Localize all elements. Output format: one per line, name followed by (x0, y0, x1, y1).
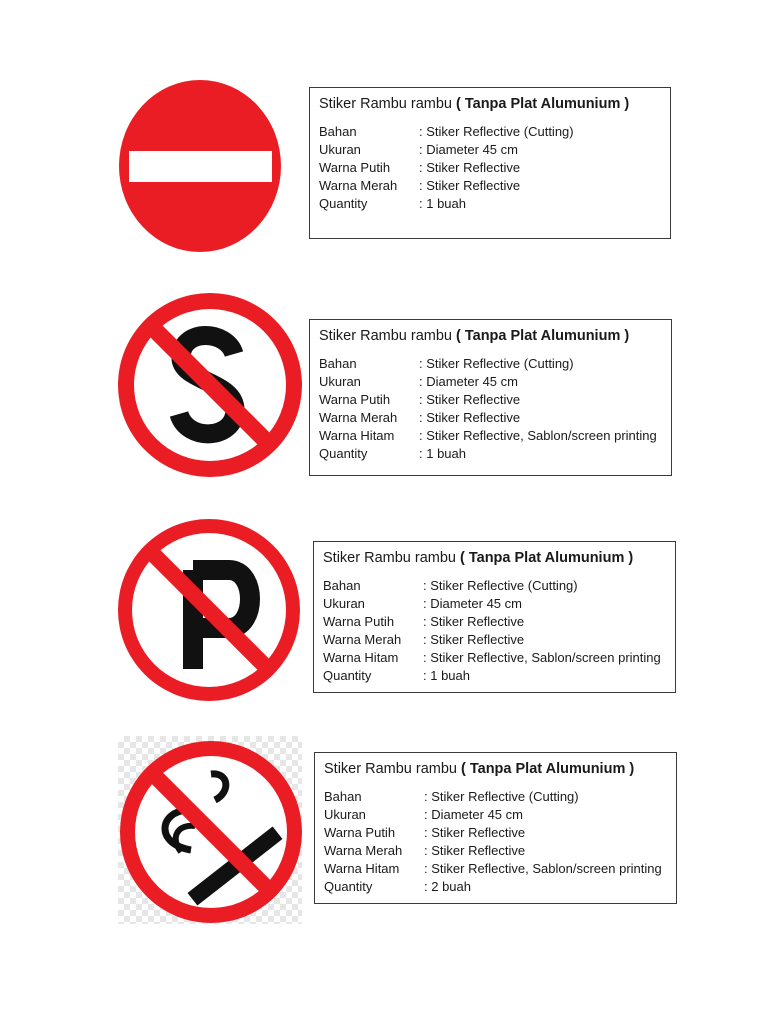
card-title-prefix: Stiker Rambu rambu (324, 761, 461, 777)
spec-label: Quantity (319, 196, 368, 211)
card-title-bold: ( Tanpa Plat Alumunium ) (460, 550, 634, 566)
spec-value: : 1 buah (423, 668, 470, 683)
spec-row (324, 842, 666, 860)
spec-value: : Stiker Reflective (419, 160, 521, 175)
spec-row (319, 427, 661, 445)
card-title (319, 327, 661, 345)
spec-value: : Diameter 45 cm (419, 374, 518, 389)
spec-value: : Stiker Reflective (423, 614, 525, 629)
card-title-bold: ( Tanpa Plat Alumunium ) (456, 328, 630, 344)
spec-label: Warna Putih (323, 614, 395, 629)
spec-row (319, 141, 660, 159)
spec-value: : Stiker Reflective (Cutting) (424, 789, 579, 804)
spec-row (323, 649, 665, 667)
spec-row (323, 667, 665, 685)
spec-row (319, 195, 660, 213)
spec-card (309, 87, 671, 239)
spec-card (309, 319, 672, 476)
card-title-prefix: Stiker Rambu rambu (319, 96, 456, 112)
spec-value: : Stiker Reflective (Cutting) (419, 356, 574, 371)
spec-row (319, 123, 660, 141)
no-smoking-sign-icon (119, 740, 303, 924)
spec-value: : Stiker Reflective (424, 843, 526, 858)
spec-row (323, 613, 665, 631)
spec-row (324, 824, 666, 842)
spec-label: Warna Hitam (319, 428, 395, 443)
spec-value: : Diameter 45 cm (424, 807, 523, 822)
spec-row (324, 806, 666, 824)
spec-label: Warna Merah (323, 632, 402, 647)
spec-value: : Stiker Reflective, Sablon/screen printing (424, 861, 662, 876)
spec-label: Bahan (319, 124, 357, 139)
spec-label: Warna Merah (324, 843, 403, 858)
spec-label: Quantity (319, 446, 368, 461)
no-parking-sign-icon (117, 518, 301, 702)
spec-label: Bahan (324, 789, 362, 804)
spec-label: Ukuran (319, 374, 361, 389)
spec-row (324, 860, 666, 878)
card-title-bold: ( Tanpa Plat Alumunium ) (461, 761, 635, 777)
spec-row (319, 159, 660, 177)
spec-label: Bahan (323, 578, 361, 593)
spec-value: : 1 buah (419, 446, 466, 461)
spec-row (323, 577, 665, 595)
spec-value: : Stiker Reflective (Cutting) (423, 578, 578, 593)
card-title (319, 95, 660, 113)
spec-row (324, 878, 666, 896)
spec-value: : Stiker Reflective (424, 825, 526, 840)
spec-value: : Stiker Reflective (419, 178, 521, 193)
card-title (324, 760, 666, 778)
spec-card (313, 541, 676, 693)
spec-value: : Stiker Reflective (Cutting) (419, 124, 574, 139)
spec-row (319, 391, 661, 409)
spec-row (324, 788, 666, 806)
spec-label: Quantity (323, 668, 372, 683)
spec-row (319, 355, 661, 373)
spec-value: : Stiker Reflective, Sablon/screen printing (423, 650, 661, 665)
card-title-bold: ( Tanpa Plat Alumunium ) (456, 96, 630, 112)
spec-value: : Stiker Reflective (419, 410, 521, 425)
card-title-prefix: Stiker Rambu rambu (323, 550, 460, 566)
spec-label: Ukuran (324, 807, 366, 822)
spec-label: Warna Merah (319, 178, 398, 193)
no-entry-sign-icon (117, 78, 283, 254)
card-title (323, 549, 665, 567)
spec-row (323, 595, 665, 613)
spec-label: Warna Merah (319, 410, 398, 425)
spec-label: Warna Putih (324, 825, 396, 840)
spec-row (323, 631, 665, 649)
spec-label: Warna Putih (319, 392, 391, 407)
spec-value: : Stiker Reflective, Sablon/screen printing (419, 428, 657, 443)
spec-value: : 1 buah (419, 196, 466, 211)
spec-row (319, 409, 661, 427)
spec-label: Bahan (319, 356, 357, 371)
spec-value: : 2 buah (424, 879, 471, 894)
spec-label: Warna Hitam (324, 861, 400, 876)
spec-card (314, 752, 677, 904)
spec-label: Warna Hitam (323, 650, 399, 665)
spec-label: Warna Putih (319, 160, 391, 175)
spec-value: : Diameter 45 cm (423, 596, 522, 611)
spec-row (319, 373, 661, 391)
spec-row (319, 177, 660, 195)
spec-label: Ukuran (319, 142, 361, 157)
spec-value: : Stiker Reflective (423, 632, 525, 647)
spec-value: : Diameter 45 cm (419, 142, 518, 157)
spec-row (319, 445, 661, 463)
spec-label: Quantity (324, 879, 373, 894)
spec-value: : Stiker Reflective (419, 392, 521, 407)
spec-label: Ukuran (323, 596, 365, 611)
card-title-prefix: Stiker Rambu rambu (319, 328, 456, 344)
no-stopping-sign-icon (117, 292, 303, 478)
